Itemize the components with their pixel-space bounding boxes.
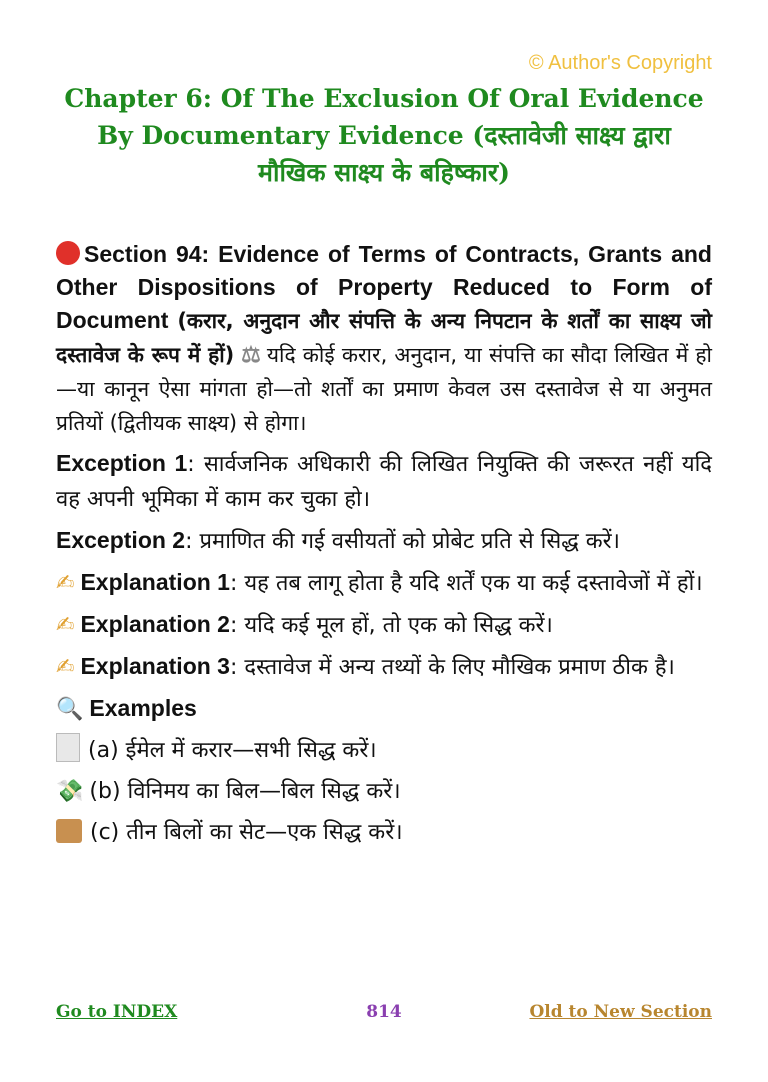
chapter-title-line2: By Documentary Evidence (दस्तावेजी साक्ष्य द्वारा [97,121,671,150]
example-c [56,815,712,850]
examples-heading [56,691,712,727]
explanation-3-text: : दस्तावेज में अन्य तथ्यों के लिए मौखिक प्रमाण ठीक है। [229,655,675,680]
explanation-3-label: Explanation 3 [80,653,230,679]
go-to-index-link[interactable]: Go to INDEX [56,1002,178,1022]
example-b [56,774,712,809]
section-heading [56,238,712,440]
explanation-1-label: Explanation 1 [80,569,230,595]
section-body-text: यदि कोई करार, अनुदान, या संपत्ति का सौदा लिखित में हो—या कानून ऐसा मांगता हो—तो शर्तों का प्रमाण केवल उस दस्तावेज से या अनुमत प्रतियों (द्वितीयक साक्ष्य) से होगा। [56,343,712,435]
section-title-hi: (करार, अनुदान और संपत्ति के अन्य निपटान के शर्तों का साक्ष्य जो दस्तावेज के रूप में हों) [56,309,712,367]
section-title-en: Section 94: Evidence of Terms of Contracts, Grants and Other Dispositions of Property Reduced to Form of Document [56,241,712,333]
writing-hand-icon: ✍ [56,613,75,638]
explanation-1-text: : यह तब लागू होता है यदि शर्तें एक या कई दस्तावेजों में हों। [229,571,703,596]
scales-icon: ⚖ [241,342,261,367]
exception-2-label: Exception 2 [56,527,186,553]
page-number: 814 [366,1002,402,1022]
example-a-text: (a) ईमेल में करार—सभी सिद्ध करें। [88,738,377,763]
page-icon [56,733,80,762]
exception-2-text: : प्रमाणित की गई वसीयतों को प्रोबेट प्रति से सिद्ध करें। [185,529,621,554]
section-body [56,238,712,850]
exception-1-text: : सार्वजनिक अधिकारी की लिखित नियुक्ति की जरूरत नहीं यदि वह अपनी भूमिका में काम कर चुका हो। [56,452,712,512]
exception-1-label: Exception 1 [56,450,188,476]
writing-hand-icon: ✍ [56,571,75,596]
explanation-1 [56,565,712,601]
example-a [56,733,712,768]
chapter-title-line3: मौखिक साक्ष्य के बहिष्कार) [258,158,510,187]
writing-hand-icon: ✍ [56,655,75,680]
explanation-3 [56,649,712,685]
example-b-text: (b) विनिमय का बिल—बिल सिद्ध करें। [89,779,401,804]
money-icon: 💸 [56,779,84,804]
explanation-2-label: Explanation 2 [80,611,230,637]
magnifier-icon: 🔍 [56,697,84,722]
chapter-title-line1: Chapter 6: Of The Exclusion Of Oral Evidence [64,84,704,113]
exception-1 [56,446,712,517]
examples-heading-label: Examples [89,695,197,721]
exception-2 [56,523,712,559]
old-to-new-section-link[interactable]: Old to New Section [529,1002,712,1022]
chapter-title [40,80,728,191]
copyright-notice: © Author's Copyright [528,52,712,74]
scroll-icon [56,819,82,843]
explanation-2-text: : यदि कई मूल हों, तो एक को सिद्ध करें। [229,613,553,638]
example-c-text: (c) तीन बिलों का सेट—एक सिद्ध करें। [90,820,403,845]
stop-sign-icon [56,241,80,265]
explanation-2 [56,607,712,643]
